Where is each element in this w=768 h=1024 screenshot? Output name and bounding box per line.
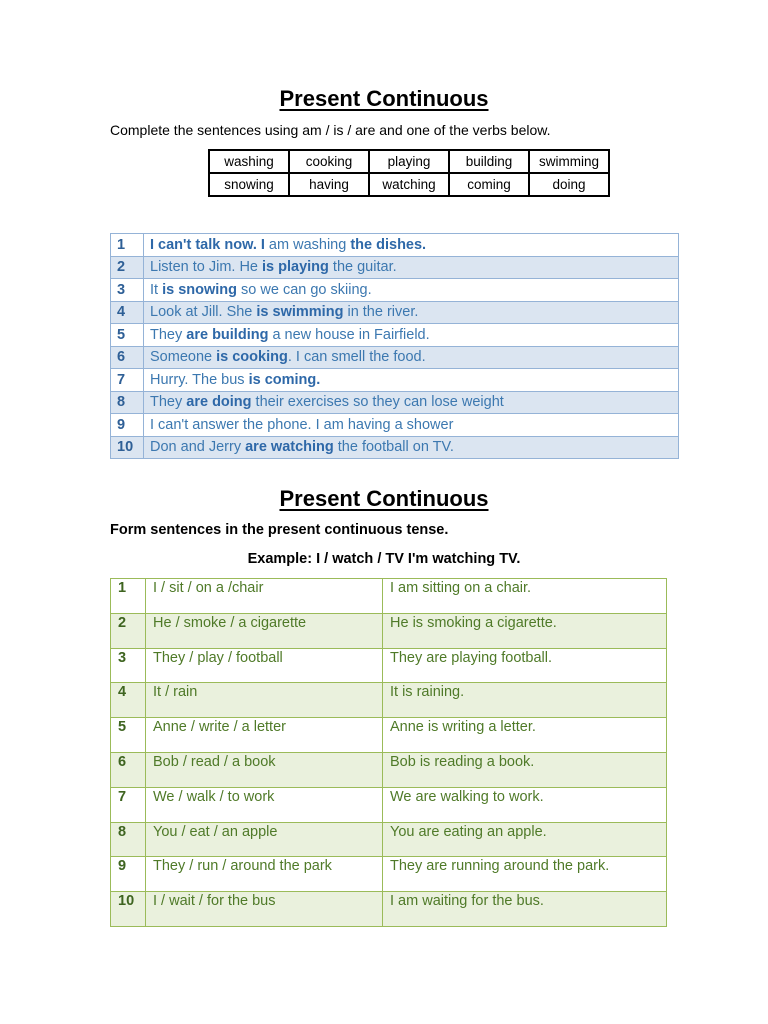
sentence-text: It bbox=[150, 281, 163, 298]
sentence-text: the guitar. bbox=[328, 259, 397, 276]
sentence-text: Listen to Jim. He bbox=[150, 259, 263, 276]
prompt-cell: We / walk / to work bbox=[146, 787, 383, 822]
row-number: 2 bbox=[111, 256, 144, 279]
section2-example: Example: I / watch / TV I'm watching TV. bbox=[247, 551, 521, 567]
row-number: 2 bbox=[111, 613, 146, 648]
sentence-text: Hurry. The bus bbox=[150, 371, 249, 388]
verb-cell: cooking bbox=[289, 150, 369, 173]
prompt-cell: I / sit / on a /chair bbox=[146, 579, 383, 614]
verb-row bbox=[209, 173, 609, 196]
sentence-text: . I can smell the food. bbox=[287, 349, 426, 366]
answer-verb: are doing bbox=[186, 394, 252, 411]
answer-verb: is cooking bbox=[216, 349, 288, 366]
answer-cell: Anne is writing a letter. bbox=[383, 718, 667, 753]
row-number: 1 bbox=[111, 579, 146, 614]
section2-title-text: Present Continuous bbox=[279, 486, 489, 511]
row-number: 4 bbox=[111, 301, 144, 324]
table-row bbox=[111, 579, 667, 614]
verb-cell: playing bbox=[369, 150, 449, 173]
exercise2-table bbox=[110, 578, 667, 927]
prompt-cell: He / smoke / a cigarette bbox=[146, 613, 383, 648]
row-number: 9 bbox=[111, 857, 146, 892]
sentence-text: They bbox=[150, 326, 187, 343]
answer-cell: We are walking to work. bbox=[383, 787, 667, 822]
verb-box bbox=[208, 149, 610, 197]
row-number: 10 bbox=[111, 436, 144, 459]
section2-title bbox=[0, 486, 768, 512]
row-number: 3 bbox=[111, 648, 146, 683]
verb-row bbox=[209, 150, 609, 173]
verb-cell: washing bbox=[209, 150, 289, 173]
sentence-cell bbox=[144, 324, 679, 347]
sentence-text: a new house in Fairfield. bbox=[268, 326, 430, 343]
answer-verb: are building bbox=[186, 326, 269, 343]
section1-title-text: Present Continuous bbox=[279, 86, 489, 111]
answer-cell: They are playing football. bbox=[383, 648, 667, 683]
sentence-cell bbox=[144, 414, 679, 437]
prompt-cell: They / play / football bbox=[146, 648, 383, 683]
sentence-cell bbox=[144, 256, 679, 279]
table-row bbox=[111, 683, 667, 718]
prompt-cell: You / eat / an apple bbox=[146, 822, 383, 857]
answer-cell: You are eating an apple. bbox=[383, 822, 667, 857]
row-number: 5 bbox=[111, 718, 146, 753]
answer-cell: Bob is reading a book. bbox=[383, 752, 667, 787]
answer-cell: I am sitting on a chair. bbox=[383, 579, 667, 614]
exercise1-table bbox=[110, 233, 679, 459]
table-row bbox=[111, 822, 667, 857]
row-number: 6 bbox=[111, 752, 146, 787]
table-row bbox=[111, 857, 667, 892]
row-number: 7 bbox=[111, 369, 144, 392]
row-number: 8 bbox=[111, 391, 144, 414]
sentence-text: Someone bbox=[150, 349, 217, 366]
sentence-text: so we can go skiing. bbox=[237, 281, 372, 298]
sentence-text: Look at Jill. She bbox=[150, 304, 257, 321]
answer-verb: I can't talk now. I bbox=[150, 236, 265, 253]
table-row bbox=[111, 718, 667, 753]
table-row bbox=[111, 346, 679, 369]
section1-instruction: Complete the sentences using am / is / are and one of the verbs below. bbox=[110, 122, 551, 138]
table-row bbox=[111, 787, 667, 822]
prompt-cell: It / rain bbox=[146, 683, 383, 718]
verb-cell: doing bbox=[529, 173, 609, 196]
sentence-text: I can't answer the phone. I am having a shower bbox=[150, 416, 454, 433]
answer-cell: They are running around the park. bbox=[383, 857, 667, 892]
sentence-text: am washing bbox=[264, 236, 351, 253]
row-number: 3 bbox=[111, 279, 144, 302]
table-row bbox=[111, 436, 679, 459]
table-row bbox=[111, 256, 679, 279]
table-row bbox=[111, 369, 679, 392]
sentence-text: Don and Jerry bbox=[150, 439, 246, 456]
row-number: 10 bbox=[111, 892, 146, 927]
prompt-cell: Anne / write / a letter bbox=[146, 718, 383, 753]
table-row bbox=[111, 279, 679, 302]
row-number: 1 bbox=[111, 234, 144, 257]
sentence-cell bbox=[144, 301, 679, 324]
sentence-text: their exercises so they can lose weight bbox=[251, 394, 504, 411]
answer-verb: is snowing bbox=[162, 281, 238, 298]
answer-verb: is playing bbox=[262, 259, 329, 276]
sentence-cell bbox=[144, 279, 679, 302]
verb-cell: snowing bbox=[209, 173, 289, 196]
table-row bbox=[111, 324, 679, 347]
prompt-cell: Bob / read / a book bbox=[146, 752, 383, 787]
sentence-text: the football on TV. bbox=[333, 439, 454, 456]
verb-cell: having bbox=[289, 173, 369, 196]
prompt-cell: I / wait / for the bus bbox=[146, 892, 383, 927]
verb-cell: swimming bbox=[529, 150, 609, 173]
verb-cell: watching bbox=[369, 173, 449, 196]
row-number: 9 bbox=[111, 414, 144, 437]
row-number: 7 bbox=[111, 787, 146, 822]
table-row bbox=[111, 613, 667, 648]
exercise2-table-body bbox=[111, 579, 667, 927]
answer-verb: are watching bbox=[245, 439, 334, 456]
answer-cell: It is raining. bbox=[383, 683, 667, 718]
sentence-cell bbox=[144, 436, 679, 459]
table-row bbox=[111, 391, 679, 414]
table-row bbox=[111, 892, 667, 927]
table-row bbox=[111, 301, 679, 324]
verb-cell: coming bbox=[449, 173, 529, 196]
exercise1-table-body bbox=[111, 234, 679, 459]
sentence-text: They bbox=[150, 394, 187, 411]
table-row bbox=[111, 414, 679, 437]
answer-cell: He is smoking a cigarette. bbox=[383, 613, 667, 648]
row-number: 8 bbox=[111, 822, 146, 857]
sentence-text: in the river. bbox=[343, 304, 419, 321]
sentence-cell bbox=[144, 346, 679, 369]
prompt-cell: They / run / around the park bbox=[146, 857, 383, 892]
row-number: 4 bbox=[111, 683, 146, 718]
answer-verb: is swimming bbox=[256, 304, 344, 321]
sentence-cell bbox=[144, 391, 679, 414]
row-number: 5 bbox=[111, 324, 144, 347]
sentence-cell bbox=[144, 234, 679, 257]
sentence-cell bbox=[144, 369, 679, 392]
answer-verb: is coming. bbox=[248, 371, 321, 388]
section1-title bbox=[0, 86, 768, 112]
row-number: 6 bbox=[111, 346, 144, 369]
answer-cell: I am waiting for the bus. bbox=[383, 892, 667, 927]
table-row bbox=[111, 234, 679, 257]
answer-verb: the dishes. bbox=[350, 236, 427, 253]
section2-instruction: Form sentences in the present continuous tense. bbox=[110, 522, 449, 538]
table-row bbox=[111, 648, 667, 683]
table-row bbox=[111, 752, 667, 787]
verb-cell: building bbox=[449, 150, 529, 173]
